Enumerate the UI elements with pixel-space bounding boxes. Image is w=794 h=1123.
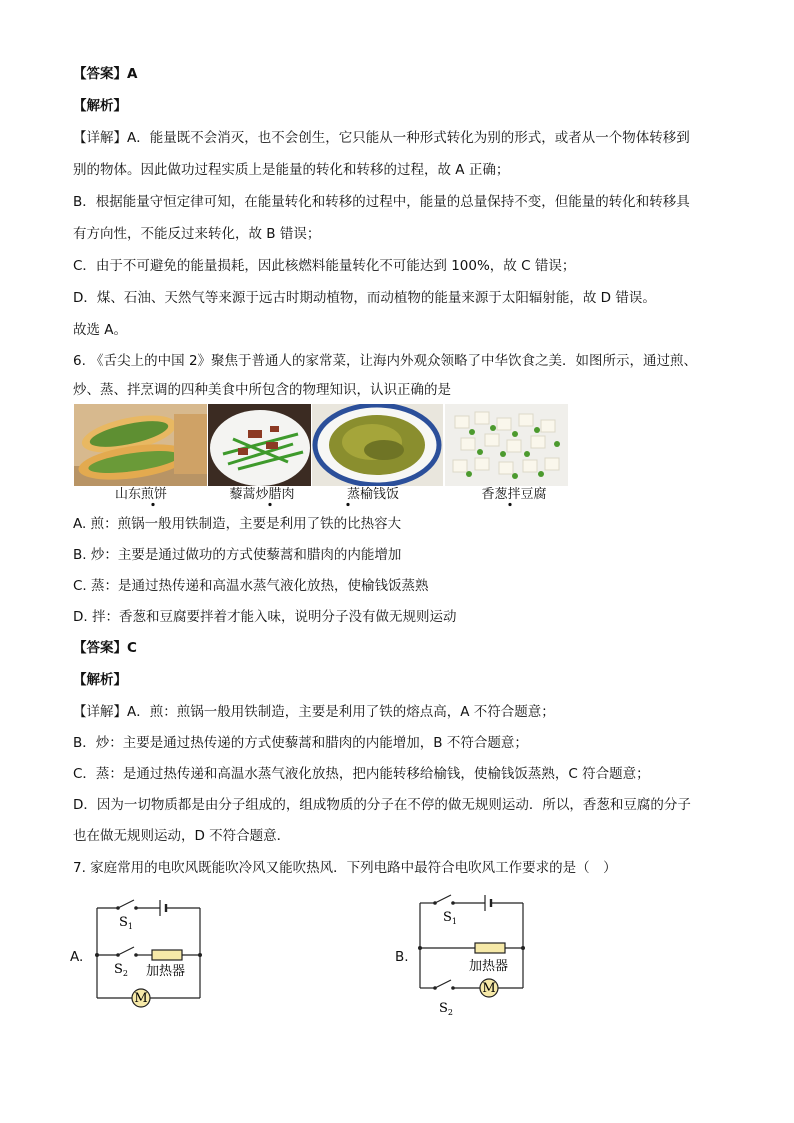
q5-detail-b-line2: 有方向性，不能反过来转化，故 B 错误； [73, 226, 321, 242]
q6-detail-b: B．炒：主要是通过热传递的方式使藜蒿和腊肉的内能增加，B 不符合题意； [73, 735, 528, 751]
circuit-b-motor-label: M [482, 981, 496, 996]
q5-analysis-label: 【解析】 [73, 98, 127, 114]
q7-stem: 7. 家庭常用的电吹风既能吹冷风又能吹热风．下列电路中最符合电吹风工作要求的是（ ） [73, 860, 617, 876]
q5-answer: 【答案】A [73, 66, 138, 82]
caption-artemisia-bacon: 藜蒿炒腊肉 [229, 487, 295, 502]
q5-detail-c: C．由于不可避免的能量损耗，因此核燃料能量转化不可能达到 100%，故 C 错误； [73, 258, 576, 274]
caption-elm-seed-rice: 蒸榆钱饭 [346, 487, 399, 502]
circuit-diagram-a [70, 895, 220, 1015]
food-photo-jianbing [74, 404, 207, 486]
q6-option-c: C. 蒸：是通过热传递和高温水蒸气液化放热，使榆钱饭蒸熟 [73, 578, 429, 594]
circuit-b-s1-label: $S_1$ [443, 910, 457, 926]
q6-detail-a: 【详解】A．煎：煎锅一般用铁制造，主要是利用了铁的熔点高，A 不符合题意； [73, 704, 555, 720]
circuit-a-s1-label: $S_1$ [119, 915, 133, 931]
circuit-a-motor-label: M [134, 991, 148, 1006]
circuit-b-heater-label: 加热器 [469, 959, 509, 974]
q6-detail-d-line2: 也在做无规则运动，D 不符合题意． [73, 828, 291, 844]
food-photo-tofu-scallion [445, 404, 568, 486]
circuit-diagram-b [395, 890, 535, 1020]
caption-tofu-scallion: 香葱拌豆腐 [481, 487, 547, 502]
circuit-a-option-label: A. [70, 949, 84, 965]
q6-analysis-label: 【解析】 [73, 672, 127, 688]
circuit-a-heater-label: 加热器 [146, 964, 186, 979]
circuit-a-s2-label: $S_2$ [114, 962, 128, 978]
food-photo-elm-seed-rice [312, 404, 443, 486]
q6-option-d: D. 拌：香葱和豆腐要拌着才能入味，说明分子没有做无规则运动 [73, 609, 457, 625]
q5-detail-a-line2: 别的物体。因此做功过程实质上是能量的转化和转移的过程，故 A 正确； [73, 162, 510, 178]
caption-jianbing: 山东煎饼 [114, 487, 167, 502]
q6-answer: 【答案】C [73, 640, 137, 656]
q6-option-a: A. 煎：煎锅一般用铁制造，主要是利用了铁的比热容大 [73, 516, 402, 532]
q5-detail-b-line1: B．根据能量守恒定律可知，在能量转化和转移的过程中，能量的总量保持不变，但能量的转化和转移具 [73, 194, 690, 210]
emphasis-dots [0, 502, 794, 508]
food-photo-artemisia-bacon [208, 404, 311, 486]
q6-detail-d-line1: D．因为一切物质都是由分子组成的，组成物质的分子在不停的做无规则运动．所以，香葱和豆腐的分子 [73, 797, 691, 813]
q6-detail-c: C．蒸：是通过热传递和高温水蒸气液化放热，把内能转移给榆钱，使榆钱饭蒸熟，C 符合题意； [73, 766, 650, 782]
circuit-b-option-label: B. [395, 949, 409, 965]
q6-stem-line1: 6. 《舌尖上的中国 2》聚焦于普通人的家常菜，让海内外观众领略了中华饮食之美．如图所示，通过煎、 [73, 353, 698, 369]
q5-detail-d: D．煤、石油、天然气等来源于远古时期动植物，而动植物的能量来源于太阳辐射能，故 D 错误。 [73, 290, 656, 306]
q5-detail-a-line1: 【详解】A．能量既不会消灭，也不会创生，它只能从一种形式转化为别的形式，或者从一个物体转移到 [73, 130, 690, 146]
q5-conclusion: 故选 A。 [73, 322, 128, 338]
circuit-b-s2-label: $S_2$ [439, 1001, 453, 1017]
q6-option-b: B. 炒：主要是通过做功的方式使藜蒿和腊肉的内能增加 [73, 547, 402, 563]
q6-stem-line2: 炒、蒸、拌烹调的四种美食中所包含的物理知识，认识正确的是 [73, 382, 451, 398]
